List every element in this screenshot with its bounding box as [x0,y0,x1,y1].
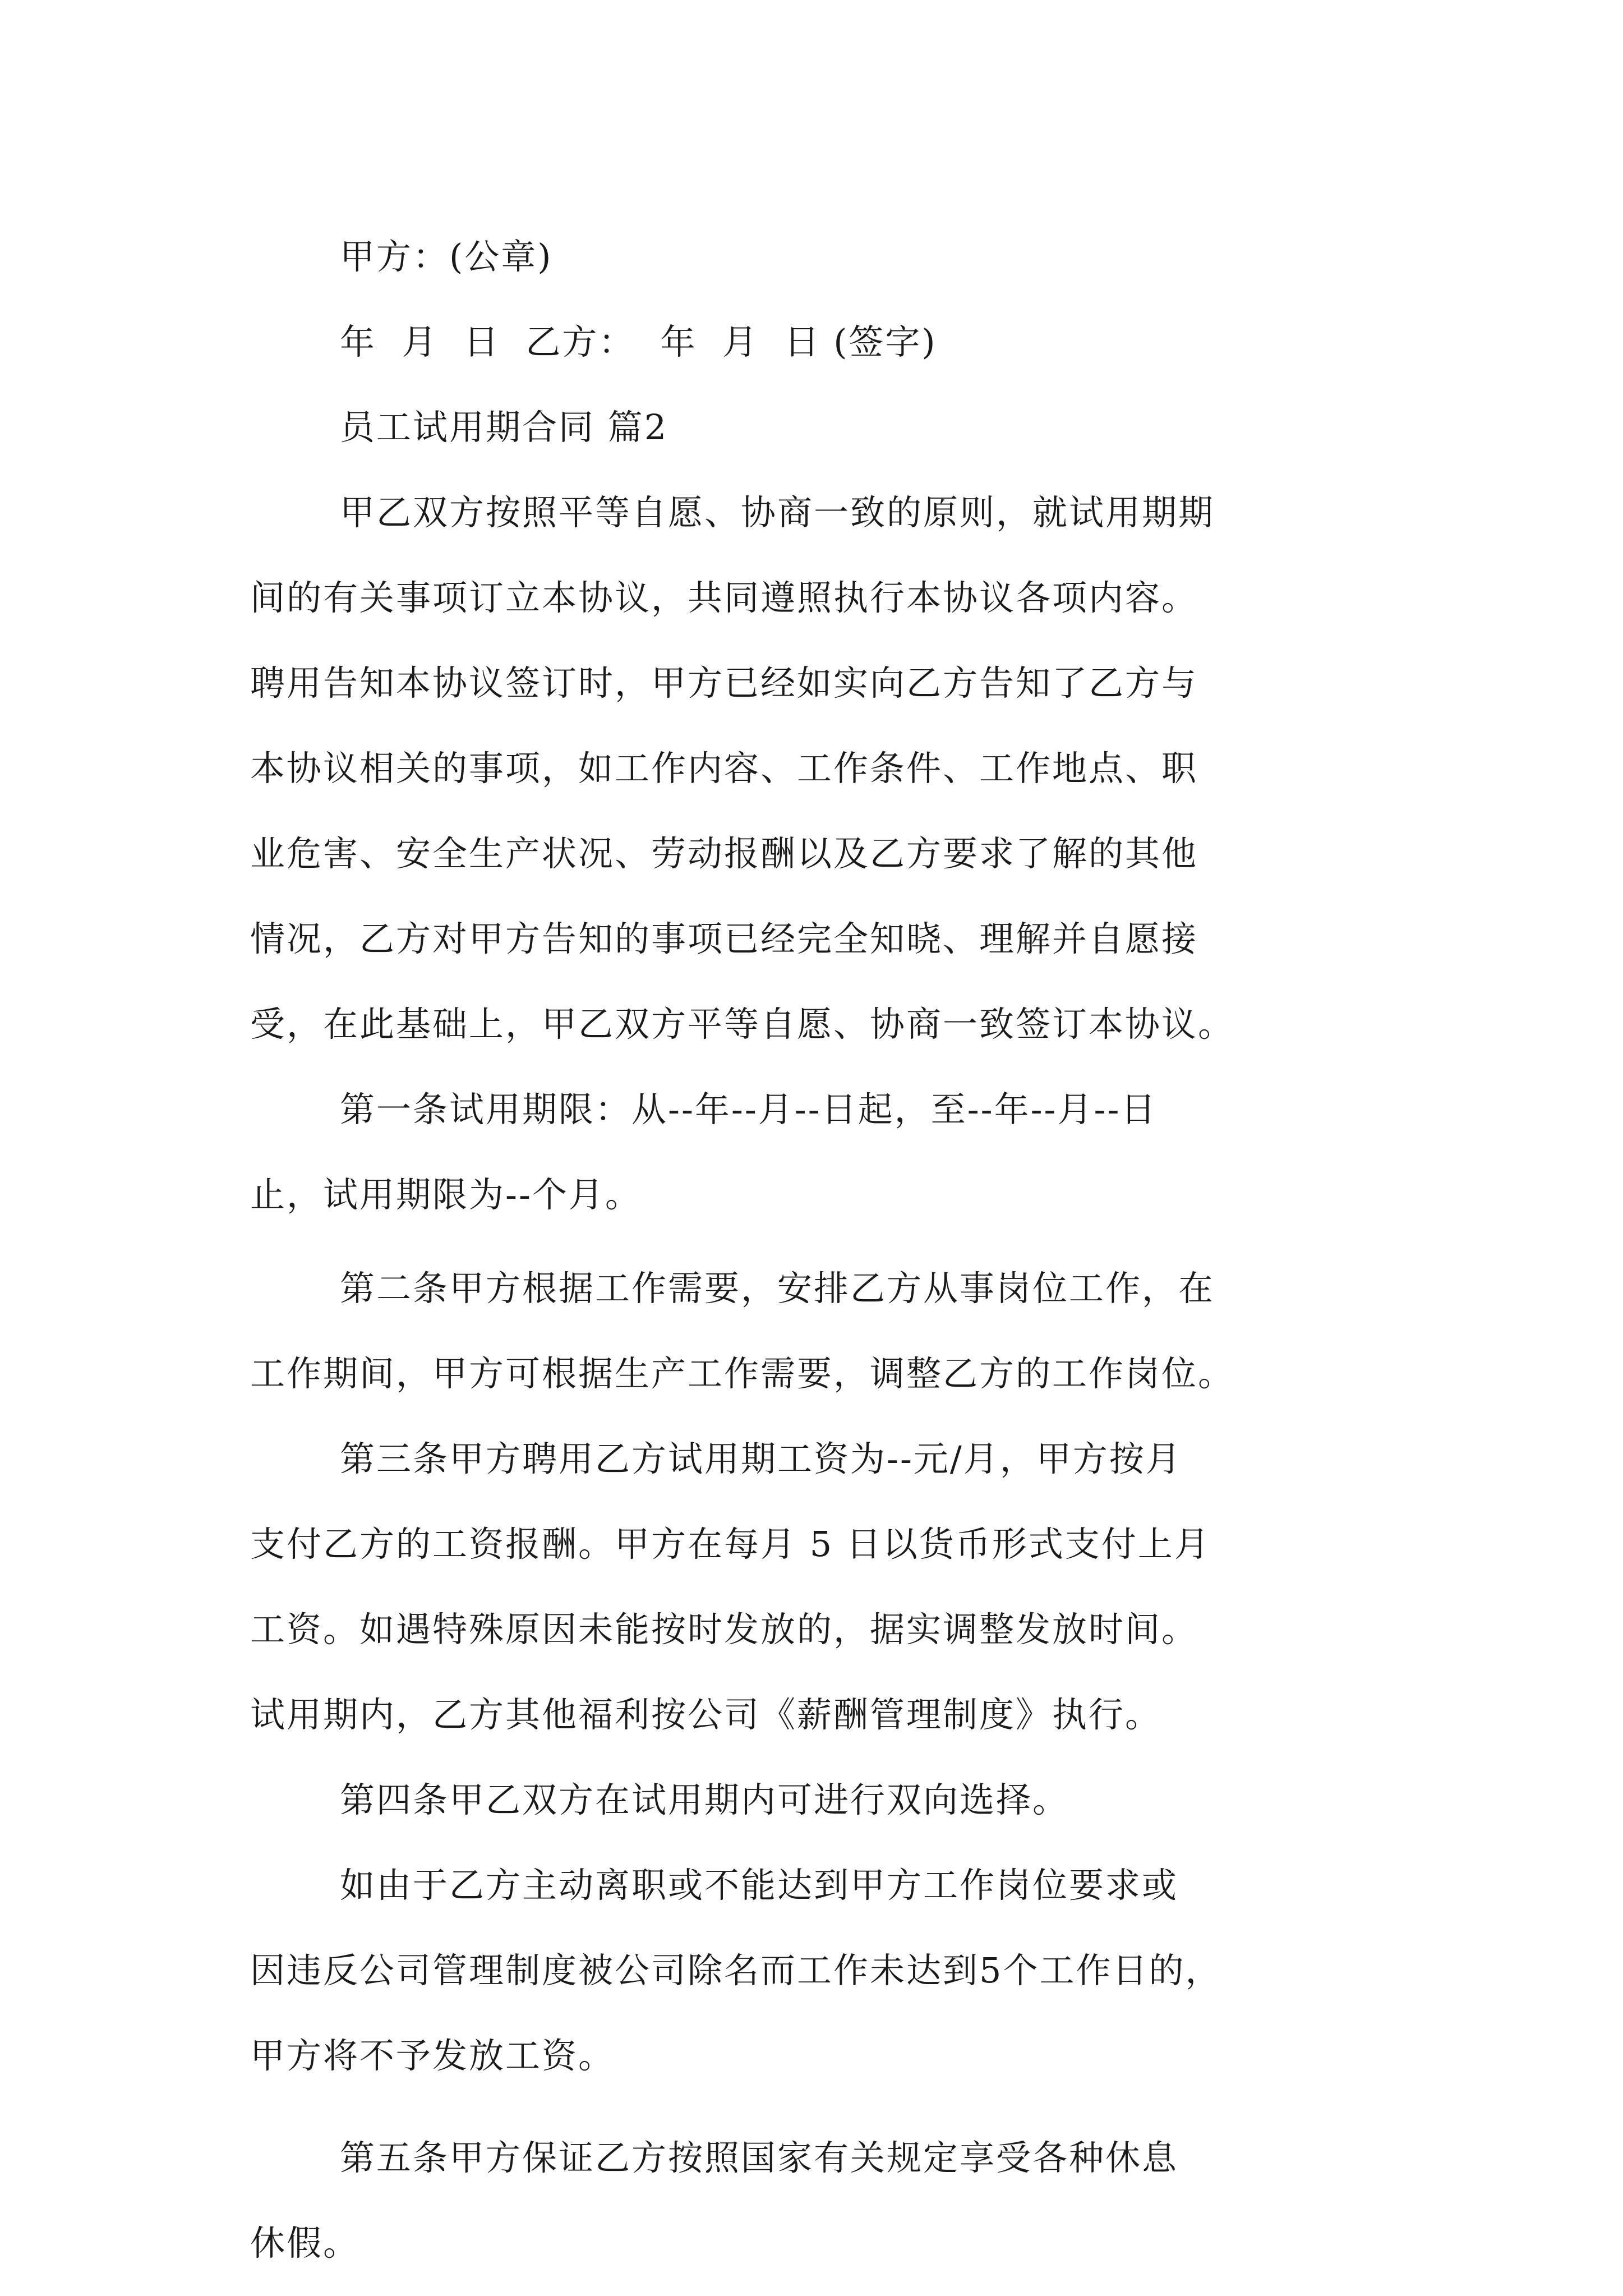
paragraph-article-1 [250,1067,1372,1237]
text-line: 情况，乙方对甲方告知的事项已经完全知晓、理解并自愿接 [250,918,1198,959]
text-line: 甲乙双方按照平等自愿、协商一致的原则，就试用期期 [340,492,1215,533]
text-line: 支付乙方的工资报酬。甲方在每月 5 日以货币形式支付上月 [250,1524,1211,1565]
text-line: 受，在此基础上，甲乙双方平等自愿、协商一致签订本协议。 [250,1004,1235,1045]
text-line: 止，试用期限为--个月。 [250,1174,642,1215]
paragraph-article-5 [250,2115,1372,2286]
text-line: 甲方将不予发放工资。 [250,2035,615,2076]
paragraph-article-2 [250,1246,1372,1416]
section-title: 员工试用期合同 篇2 [340,407,668,448]
text-line: 第四条甲乙双方在试用期内可进行双向选择。 [340,1779,1069,1820]
spacer [250,1237,1372,1246]
text-line: 试用期内，乙方其他福利按公司《薪酬管理制度》执行。 [250,1694,1162,1735]
text-line: 如由于乙方主动离职或不能达到甲方工作岗位要求或 [340,1865,1179,1906]
text-line: 第一条试用期限：从--年--月--日起，至--年--月--日 [340,1089,1158,1130]
text-line: 工资。如遇特殊原因未能按时发放的，据实调整发放时间。 [250,1609,1198,1650]
paragraph-article-4-detail [250,1843,1372,2099]
text-line: 休假。 [250,2223,360,2263]
text-line: 第二条甲方根据工作需要，安排乙方从事岗位工作，在 [340,1268,1215,1309]
document-body [250,214,1372,2286]
text-line: 本协议相关的事项，如工作内容、工作条件、工作地点、职 [250,748,1198,789]
text-line: 第三条甲方聘用乙方试用期工资为--元/月，甲方按月 [340,1438,1182,1479]
party-a-seal-line: 甲方：(公章) [340,236,553,277]
spacer [250,2099,1372,2115]
paragraph-preamble [250,470,1372,1067]
text-line: 第五条甲方保证乙方按照国家有关规定享受各种休息 [340,2137,1179,2178]
paragraph-article-3 [250,1416,1372,1757]
text-line: 因违反公司管理制度被公司除名而工作未达到5个工作日的， [250,1950,1222,1991]
signature-date-line: 年 月 日 乙方： 年 月 日 (签字) [340,321,937,362]
text-line: 聘用告知本协议签订时，甲方已经如实向乙方告知了乙方与 [250,662,1198,703]
paragraph-article-4 [250,1757,1372,1843]
text-line: 间的有关事项订立本协议，共同遵照执行本协议各项内容。 [250,577,1198,618]
text-line: 工作期间，甲方可根据生产工作需要，调整乙方的工作岗位。 [250,1353,1235,1394]
text-line: 业危害、安全生产状况、劳动报酬以及乙方要求了解的其他 [250,833,1198,874]
